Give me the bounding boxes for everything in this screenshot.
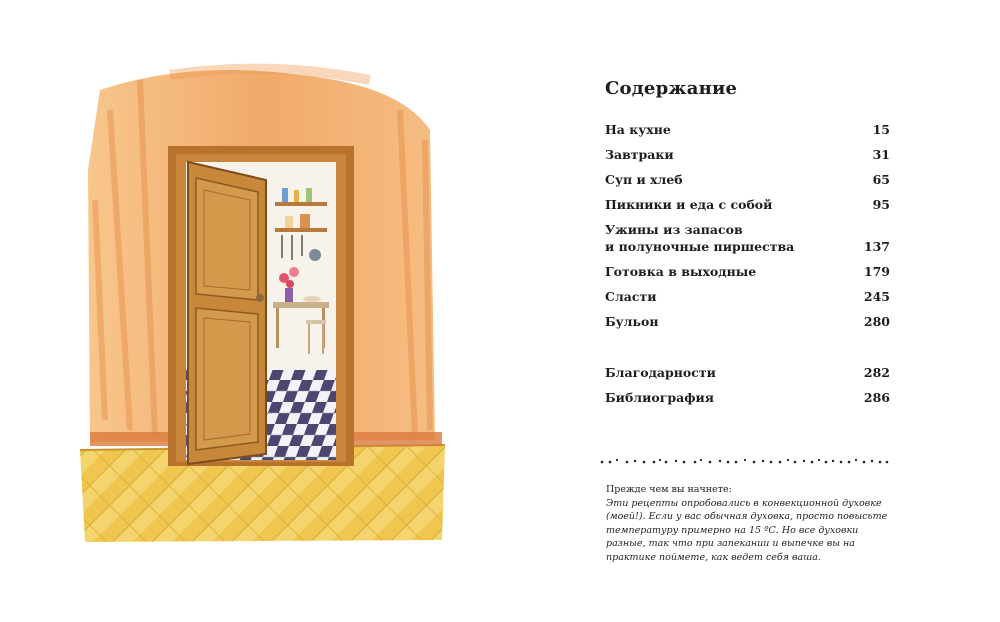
door-knob-icon: [256, 294, 264, 302]
toc-entry-page: 179: [863, 264, 890, 279]
toc-entry-label: На кухне: [605, 122, 671, 137]
toc-entry-label: Библиография: [605, 390, 714, 405]
oven-note: [606, 483, 896, 564]
table-of-contents: [605, 78, 890, 414]
note-heading: Прежде чем вы начнете:: [606, 484, 732, 495]
toc-entry-label: Ужины из запасов и полуночные пиршества: [605, 222, 795, 254]
toc-entry-label: Готовка в выходные: [605, 264, 757, 279]
toc-entry[interactable]: [605, 121, 890, 138]
toc-spacer: [605, 338, 890, 364]
open-door-illustration: [70, 50, 460, 550]
toc-extra-entry[interactable]: [605, 389, 890, 406]
toc-entry-label: Благодарности: [605, 365, 716, 380]
toc-entry-page: 137: [863, 239, 890, 254]
toc-entry-label: Сласти: [605, 289, 657, 304]
dotted-divider: [600, 454, 890, 468]
toc-entry-page: 282: [863, 365, 890, 380]
toc-entry[interactable]: [605, 221, 890, 255]
toc-entry-page: 280: [863, 314, 890, 329]
toc-entry-label: Завтраки: [605, 147, 674, 162]
toc-entry-label: Суп и хлеб: [605, 172, 683, 187]
toc-entry-page: 245: [863, 289, 890, 304]
toc-entry[interactable]: [605, 288, 890, 305]
toc-entry[interactable]: [605, 313, 890, 330]
toc-entry-page: 95: [872, 197, 890, 212]
door-leaf: [188, 162, 266, 464]
toc-title: Содержание: [605, 78, 738, 99]
note-body: Эти рецепты опробовались в конвекционной духовке (моей!). Если у вас обычная духовка, просто повысьте температуру примерно на 15 ºС. Но все духовки разные, так что при запекании и выпечке вы на практике поймете, как ведет себя ваша.: [606, 497, 888, 563]
toc-entry-page: 15: [872, 122, 890, 137]
toc-entry[interactable]: [605, 263, 890, 280]
toc-entry[interactable]: [605, 146, 890, 163]
toc-entry-page: 286: [863, 390, 890, 405]
toc-entry[interactable]: [605, 171, 890, 188]
toc-entry-page: 65: [872, 172, 890, 187]
toc-entry-page: 31: [872, 147, 890, 162]
toc-entry-label: Бульон: [605, 314, 659, 329]
toc-entry-label: Пикники и еда с собой: [605, 197, 773, 212]
toc-extra-entry[interactable]: [605, 364, 890, 381]
toc-entry[interactable]: [605, 196, 890, 213]
